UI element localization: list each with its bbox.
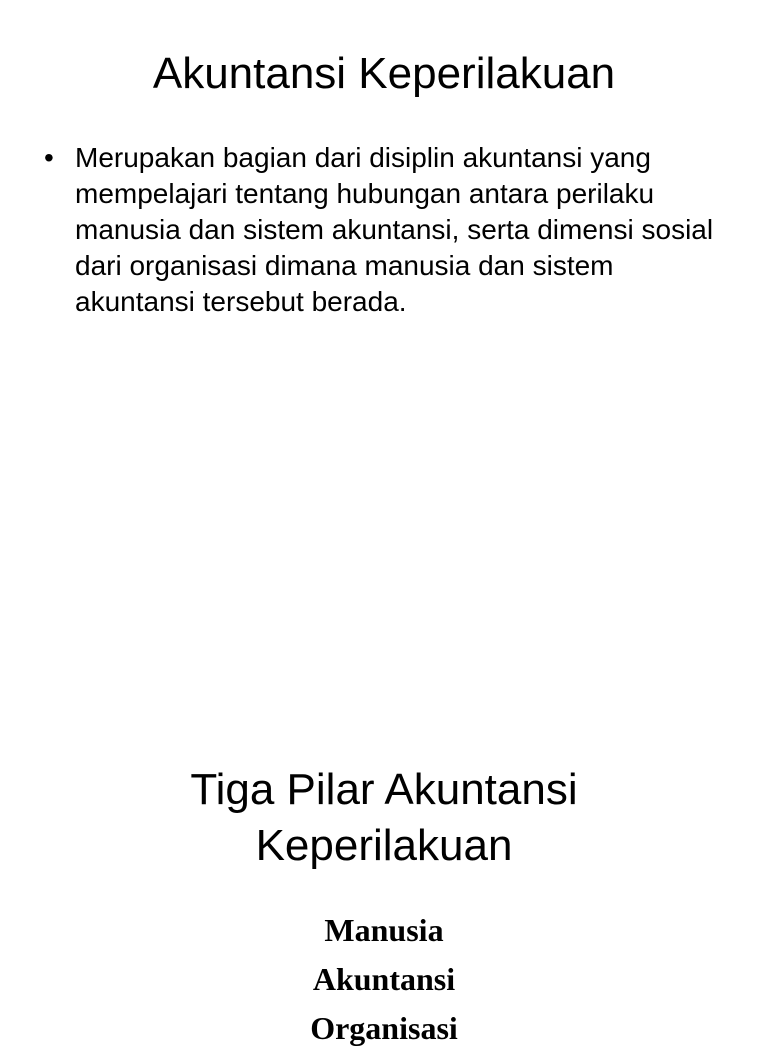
section-title-line-1: Tiga Pilar Akuntansi bbox=[190, 765, 578, 814]
section-title bbox=[0, 762, 768, 874]
bullet-list bbox=[44, 140, 724, 320]
pillar-item-manusia: Manusia bbox=[324, 912, 444, 948]
slide-title: Akuntansi Keperilakuan bbox=[152, 49, 616, 98]
pillar-list bbox=[0, 906, 768, 1053]
pillar-item-organisasi: Organisasi bbox=[310, 1010, 458, 1046]
bullet-item bbox=[44, 140, 724, 320]
bullet-text: Merupakan bagian dari disiplin akuntansi yang mempelajari tentang hubungan antara perilaku manusia dan sistem akuntansi, serta dimensi sosial dari organisasi dimana manusia dan sistem akuntansi tersebut berada. bbox=[75, 142, 714, 317]
pillar-item-akuntansi: Akuntansi bbox=[312, 961, 456, 997]
bullet-marker: • bbox=[44, 142, 54, 173]
section-title-line-2: Keperilakuan bbox=[255, 821, 513, 870]
